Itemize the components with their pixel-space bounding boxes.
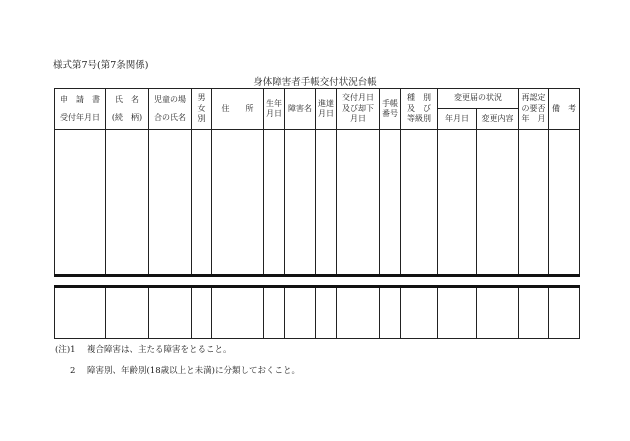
ledger-cell (264, 287, 285, 339)
ledger-cell (337, 130, 380, 276)
header-child-name: 児童の場 合の氏名 (149, 89, 192, 130)
ledger-cell (519, 287, 549, 339)
ledger-cell (149, 130, 192, 276)
ledger-body-upper (55, 130, 580, 276)
ledger-cell (519, 130, 549, 276)
header-address: 住 所 (212, 89, 264, 130)
ledger-cell (212, 287, 264, 339)
divider-band (55, 276, 580, 287)
ledger-cell (438, 130, 477, 276)
note-text: 障害別、年齢別(18歳以上と未満)に分類しておくこと。 (87, 366, 300, 376)
ledger-cell (380, 287, 401, 339)
ledger-cell (316, 287, 337, 339)
ledger-cell (264, 130, 285, 276)
note-2 (70, 367, 300, 376)
ledger-cell (55, 287, 106, 339)
header-birthdate: 生年 月日 (264, 89, 285, 130)
header-application-received: 申 請 書 受付年月日 (55, 89, 106, 130)
ledger-cell (106, 287, 149, 339)
header-recertification: 再認定 の要否 年 月 (519, 89, 549, 130)
note-number: 2 (70, 366, 76, 376)
ledger-cell (401, 130, 438, 276)
header-forwarded-date: 進達 月日 (316, 89, 337, 130)
ledger-cell (212, 130, 264, 276)
ledger-cell (337, 287, 380, 339)
ledger-cell (285, 287, 316, 339)
document-title: 身体障害者手帳交付状況台帳 (253, 77, 377, 88)
ledger-cell (401, 287, 438, 339)
ledger-cell (192, 130, 212, 276)
ledger-cell (380, 130, 401, 276)
header-change-status: 変更届の状況 (438, 89, 519, 109)
header-change-content: 変更内容 (477, 109, 519, 130)
ledger-table (54, 88, 580, 339)
ledger-body-lower (55, 287, 580, 339)
ledger-cell (438, 287, 477, 339)
header-change-date: 年月日 (438, 109, 477, 130)
header-sex: 男 女 別 (192, 89, 212, 130)
section-divider (55, 276, 580, 287)
header-remarks: 備 考 (549, 89, 580, 130)
ledger-cell (549, 287, 580, 339)
header-type-grade: 種 別 及 び 等級別 (401, 89, 438, 130)
ledger-cell (55, 130, 106, 276)
ledger-cell (316, 130, 337, 276)
ledger-cell (149, 287, 192, 339)
header-disability-name: 障害名 (285, 89, 316, 130)
header-issue-reject-date: 交付月日 及び却下 月日 (337, 89, 380, 130)
ledger-cell (285, 130, 316, 276)
form-label: 様式第7号(第7条関係) (53, 60, 149, 71)
ledger-cell (192, 287, 212, 339)
note-text: 複合障害は、主たる障害をとること。 (87, 345, 232, 355)
header-handbook-number: 手帳 番号 (380, 89, 401, 130)
header-name-relation: 氏 名 (続 柄) (106, 89, 149, 130)
ledger-cell (106, 130, 149, 276)
ledger-cell (477, 287, 519, 339)
note-1 (55, 346, 232, 355)
ledger-cell (549, 130, 580, 276)
ledger-cell (477, 130, 519, 276)
note-number: (注)1 (55, 345, 76, 355)
